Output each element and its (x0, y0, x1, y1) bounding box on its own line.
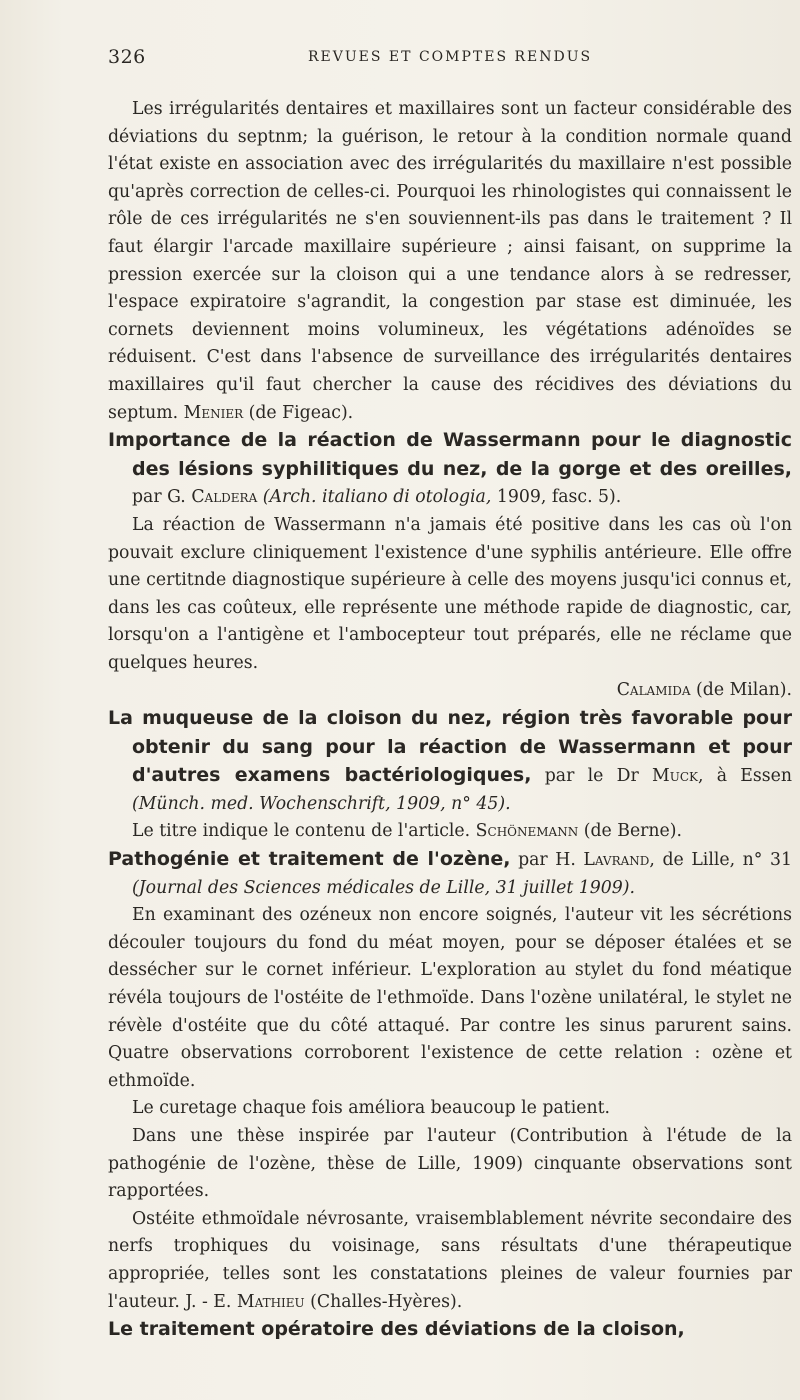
paragraph-text: Le curetage chaque fois améliora beaucoup le patient. (132, 1098, 611, 1119)
author-name: Caldera (191, 487, 258, 508)
signature-place: (Challes-Hyères). (310, 1291, 463, 1312)
paragraph-text: Ostéite ethmoïdale névrosante, vraisemblablement névrite secondaire des nerfs trophiques du voisinage, sans résultats d'une thérapeutique appropriée, telles sont les constatations pleines de valeur fournies par l'auteur. (108, 1208, 792, 1312)
signature-place: (de Berne). (583, 821, 683, 842)
paragraph (108, 1206, 792, 1316)
byline: par G. (132, 487, 186, 508)
paragraph (108, 902, 792, 1095)
author-name: Lavrand (583, 850, 650, 871)
paragraph (108, 1095, 792, 1123)
signature: Calamida (616, 680, 691, 701)
article-heading (108, 427, 792, 512)
signature-place: (de Milan). (696, 680, 792, 701)
paragraph (108, 512, 792, 678)
signature: Schönemann (475, 821, 579, 842)
paragraph-text: Les irrégularités dentaires et maxillaires sont un facteur considérable des déviations du septnm; la guérison, le retour à la condition normale quand l'état existe en association avec des irrégularités du maxillaire n'est possible qu'après correction de celles-ci. Pourquoi les rhinologistes qui connaissent le rôle de ces irrégularités ne s'en souviennent-ils pas dans le traitement ? Il faut élargir l'arcade maxillaire supérieure ; ainsi faisant, on supprime la pression exercée sur la cloison qui a une tendance alors à se redresser, l'espace expiratoire s'agrandit, la congestion par stase est diminuée, les cornets deviennent moins volumineux, les végétations adénoïdes se réduisent. C'est dans l'absence de surveillance des irrégularités dentaires maxillaires qu'il faut chercher la cause des récidives des déviations du septum. (108, 99, 792, 423)
paragraph-text: La réaction de Wassermann n'a jamais été positive dans les cas où l'on pouvait exclure cliniquement l'existence d'une syphilis antérieure. Elle offre une certitnde diagnostique supérieure à celle des moyens jusqu'ici connus et, dans les cas coûteux, elle représente une méthode rapide de diagnostic, car, lorsqu'on a l'antigène et l'ambocepteur tout préparés, elle ne réclame que quelques heures. (108, 514, 792, 673)
article-title: Importance de la réaction de Wassermann pour le diagnostic des lésions syphilitiques du nez, de la gorge et des oreilles, (108, 429, 792, 480)
signature: J. - E. Mathieu (185, 1291, 305, 1312)
article-heading (108, 846, 792, 902)
paragraph-text: En examinant des ozéneux non encore soignés, l'auteur vit les sécrétions découler toujours du fond du méat moyen, pour se déposer étalées et se dessécher sur le cornet inférieur. L'exploration au stylet du fond méatique révéla toujours de l'ostéite de l'ethmoïde. Dans l'ozène unilatéral, le stylet ne révèle d'ostéite que du côté attaqué. Par contre les sinus parurent sains. Quatre observations corroborent l'existence de cette relation : ozène et ethmoïde. (108, 905, 792, 1091)
paragraph-text: Le titre indique le contenu de l'article. (132, 821, 471, 842)
author-place: , de Lille, n° 31 (649, 850, 792, 871)
article-heading (108, 1316, 792, 1345)
page-header (108, 44, 792, 70)
source-citation: (Münch. med. Wochenschrift, 1909, n° 45). (132, 793, 511, 814)
source-citation: (Arch. italiano di otologia, (262, 487, 492, 508)
source-citation: (Journal des Sciences médicales de Lille, 31 juillet 1909). (132, 877, 636, 898)
citation-year: 1909, fasc. 5). (496, 487, 622, 508)
page-number: 326 (108, 46, 146, 68)
paragraph (108, 96, 792, 427)
paragraph (108, 818, 792, 846)
byline: par le Dr (544, 766, 639, 787)
paragraph (108, 1123, 792, 1206)
running-title: REVUES ET COMPTES RENDUS (308, 49, 593, 65)
paragraph-text: Dans une thèse inspirée par l'auteur (Contribution à l'étude de la pathogénie de l'ozène, thèse de Lille, 1909) cinquante observations sont rapportées. (108, 1125, 792, 1202)
signature-place: (de Figeac). (248, 402, 354, 423)
article-title: La muqueuse de la cloison du nez, région très favorable pour obtenir du sang pour la réaction de Wassermann et pour d'autres examens bactériologiques, (108, 707, 792, 787)
signature-line (108, 677, 792, 705)
byline: par H. (518, 850, 576, 871)
article-heading (108, 705, 792, 818)
author-place: , à Essen (697, 766, 793, 787)
article-title: Pathogénie et traitement de l'ozène, (108, 848, 511, 871)
author-name: Muck (652, 766, 698, 787)
body-text (108, 96, 792, 1345)
signature: Menier (183, 402, 244, 423)
article-title: Le traitement opératoire des déviations de la cloison, (108, 1318, 685, 1341)
